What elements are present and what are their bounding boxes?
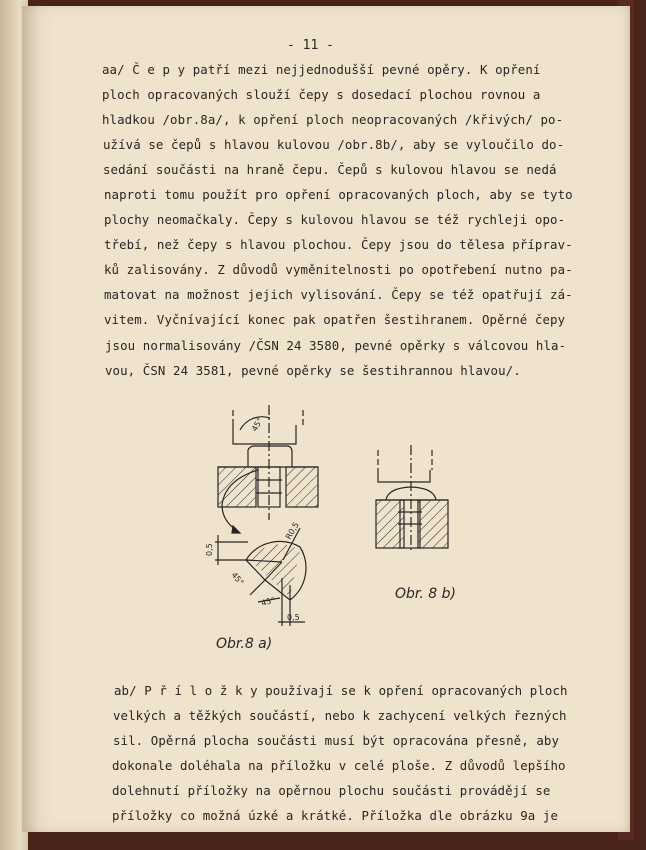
text-line: užívá se čepů s hlavou kulovou /obr.8b/, aby se vyloučilo do- bbox=[103, 137, 565, 152]
dim-45-mid-label: 45° bbox=[229, 570, 246, 588]
text-line: ploch opracovaných slouží čepy s dosedací plochou rovnou a bbox=[102, 87, 541, 102]
figure-8b-caption: Obr. 8 b) bbox=[395, 586, 456, 602]
text-line: naproti tomu použít pro opření opracovaných ploch, aby se tyto bbox=[104, 187, 573, 202]
text-line: ků zalisovány. Z důvodů vyměnitelnosti po opotřebení nutno pa- bbox=[104, 262, 573, 277]
text-line: hladkou /obr.8a/, k opření ploch neopracovaných /křivých/ po- bbox=[102, 112, 564, 127]
text-line: ab/ P ř í l o ž k y používají se k opření opracovaných ploch bbox=[114, 683, 568, 698]
text-line: dolehnutí příložky na opěrnou plochu součásti provádějí se bbox=[112, 783, 551, 798]
text-line: sedání součásti na hraně čepu. Čepů s kulovou hlavou se nedá bbox=[103, 162, 557, 177]
dim-05-bottom-label: 0,5 bbox=[287, 613, 300, 622]
text-line: vou, ČSN 24 3581, pevné opěrky se šestihrannou hlavou/. bbox=[105, 363, 521, 378]
text-line: třebí, než čepy s hlavou plochou. Čepy jsou do tělesa příprav- bbox=[104, 237, 573, 252]
dim-r05-label: R0,5 bbox=[283, 520, 301, 541]
dim-45-bottom-label: 45° bbox=[260, 595, 277, 608]
text-line: aa/ Č e p y patří mezi nejjednodušší pevné opěry. K opření bbox=[102, 62, 541, 77]
text-line: plochy neomačkaly. Čepy s kulovou hlavou se též rychleji opo- bbox=[104, 212, 566, 227]
page-number: - 11 - bbox=[287, 38, 334, 53]
text-line: velkých a těžkých součástí, nebo k zachycení velkých řezných bbox=[113, 708, 567, 723]
text-line: dokonale doléhala na příložku v celé ploše. Z důvodů lepšího bbox=[112, 758, 566, 773]
text-line: matovat na možnost jejich vylisování. Čepy se též opatřují zá- bbox=[104, 287, 573, 302]
text-line: vitem. Vyčnívající konec pak opatřen šestihranem. Opěrné čepy bbox=[104, 312, 566, 327]
text-line: příložky co možná úzké a krátké. Příložka dle obrázku 9a je bbox=[112, 808, 559, 823]
text-line: sil. Opěrná plocha součásti musí být opracována přesně, aby bbox=[113, 733, 560, 748]
text-line: jsou normalisovány /ČSN 24 3580, pevné opěrky s válcovou hla- bbox=[105, 338, 567, 353]
figure-8a-caption: Obr.8 a) bbox=[216, 636, 273, 652]
dim-45-label: 45° bbox=[249, 416, 265, 433]
dim-05-left-label: 0,5 bbox=[205, 543, 214, 556]
